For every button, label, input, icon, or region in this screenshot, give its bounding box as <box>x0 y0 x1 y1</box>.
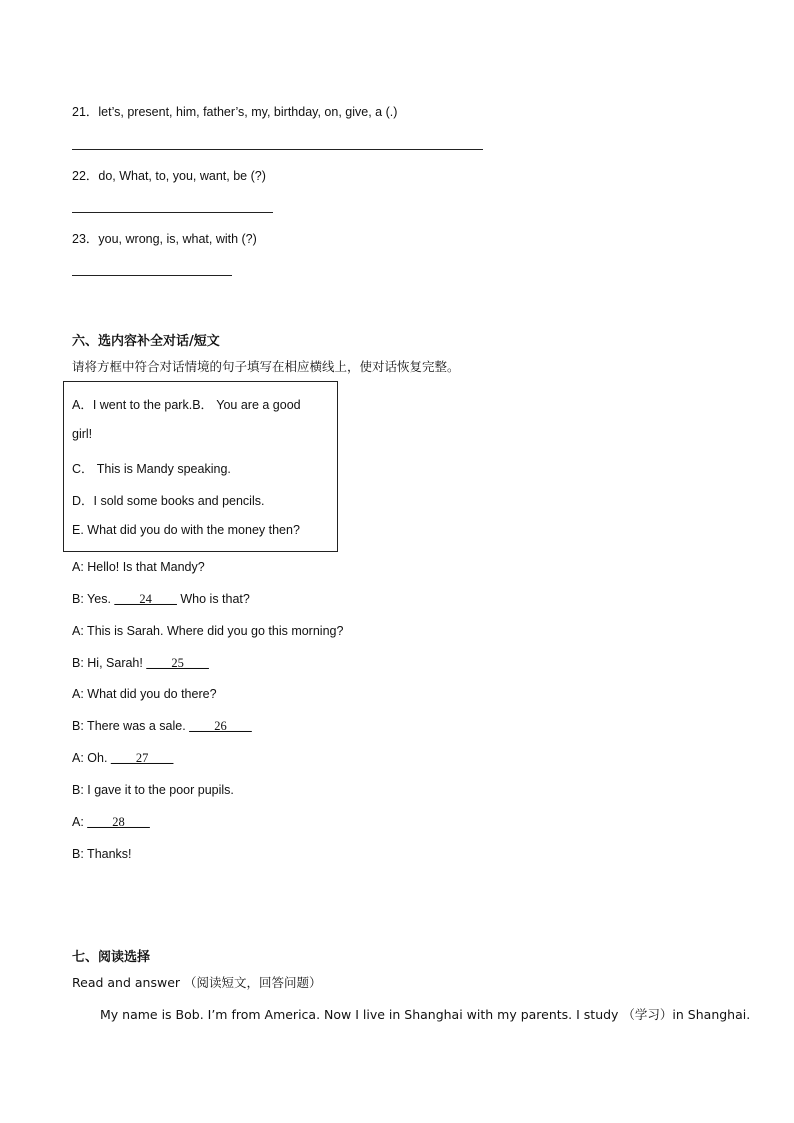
dialogue-text: Who is that? <box>176 592 250 606</box>
dialogue-line <box>72 847 132 861</box>
dialogue-text: A: This is Sarah. Where did you go this morning? <box>72 624 344 638</box>
reading-paragraph: My name is Bob. I’m from America. Now I live in Shanghai with my parents. I study （学习）in Shanghai. <box>100 1007 751 1022</box>
dialogue-text: A: <box>72 815 88 829</box>
dialogue-line <box>72 815 150 830</box>
section-instruction: 请将方框中符合对话情境的句子填写在相应横线上，使对话恢复完整。 <box>72 359 460 374</box>
option-line: E. What did you do with the money then? <box>72 523 300 537</box>
question-number: 23． <box>72 232 99 246</box>
dialogue-text: B: Yes. <box>72 592 115 606</box>
dialogue-text: B: Hi, Sarah! <box>72 656 147 670</box>
dialogue-line <box>72 783 234 797</box>
dialogue-line <box>72 751 173 766</box>
answer-line[interactable] <box>72 275 232 276</box>
section-title: 六、选内容补全对话/短文 <box>72 334 220 349</box>
dialogue-line <box>72 624 343 638</box>
question-number: 22． <box>72 169 99 183</box>
dialogue-line <box>72 719 252 734</box>
option-line: C． This is Mandy speaking. <box>72 462 231 476</box>
question-text: you, wrong, is, what, with (?) <box>98 232 257 246</box>
option-line: girl! <box>72 427 93 441</box>
blank-25[interactable]: ____25____ <box>146 656 209 670</box>
question-text: let’s, present, him, father’s, my, birthday, on, give, a (.) <box>98 105 398 119</box>
blank-26[interactable]: ____26____ <box>189 719 252 733</box>
dialogue-text: A: Oh. <box>72 751 111 765</box>
dialogue-text: A: Hello! Is that Mandy? <box>72 560 205 574</box>
option-line: A．I went to the park.B． You are a good <box>72 398 301 412</box>
dialogue-line <box>72 656 209 671</box>
dialogue-line <box>72 687 217 701</box>
question-23 <box>72 229 257 247</box>
dialogue-line <box>72 592 250 607</box>
dialogue-text: B: I gave it to the poor pupils. <box>72 783 234 797</box>
section-instruction: Read and answer （阅读短文，回答问题） <box>72 975 322 990</box>
question-21 <box>72 102 397 120</box>
question-number: 21． <box>72 105 99 119</box>
answer-line[interactable] <box>72 149 483 150</box>
blank-27[interactable]: ____27____ <box>110 751 174 765</box>
dialogue-line <box>72 560 205 574</box>
option-line: D．I sold some books and pencils. <box>72 494 265 508</box>
question-text: do, What, to, you, want, be (?) <box>98 169 266 183</box>
blank-28[interactable]: ____28____ <box>87 815 150 829</box>
dialogue-text: A: What did you do there? <box>72 687 217 701</box>
section-title: 七、阅读选择 <box>72 950 151 965</box>
dialogue-text: B: There was a sale. <box>72 719 190 733</box>
answer-line[interactable] <box>72 212 273 213</box>
question-22 <box>72 166 266 184</box>
dialogue-text: B: Thanks! <box>72 847 132 861</box>
blank-24[interactable]: ____24____ <box>114 592 177 606</box>
